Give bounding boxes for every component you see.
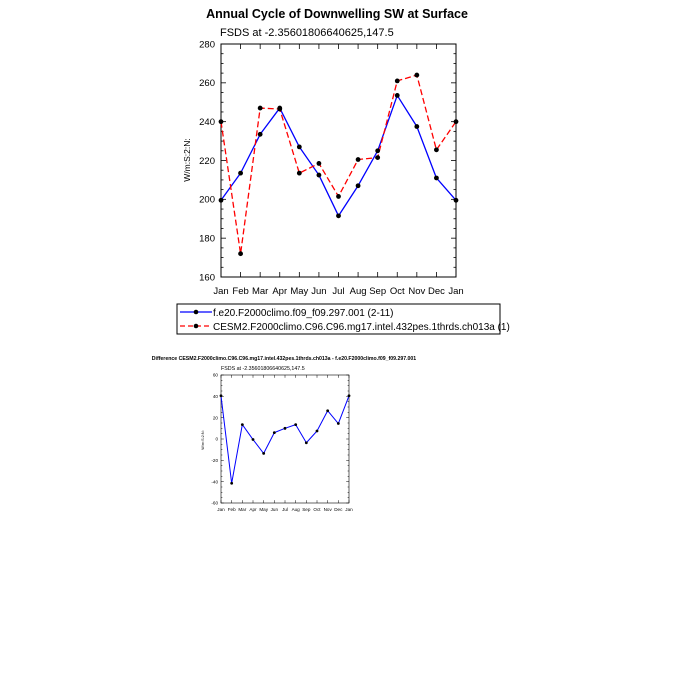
series-2-line [221, 75, 456, 254]
diff-series-1-point [273, 431, 276, 434]
series-2-point [454, 119, 459, 124]
x-tick-label: Jun [311, 286, 327, 297]
y-tick-label: 160 [199, 272, 215, 284]
x-tick-label: Mar [251, 286, 269, 297]
diff-chart-subtitle: FSDS at -2.35601806640625,147.5 [221, 366, 305, 372]
series-2-point [434, 147, 439, 152]
series-1-point [395, 93, 400, 98]
diff-series-1-point [326, 409, 329, 412]
x-tick-label: Jan [448, 286, 464, 297]
series-2-point [356, 157, 361, 162]
series-1-point [238, 171, 243, 176]
diff-x-tick-label: Nov [323, 507, 332, 512]
legend [177, 304, 510, 334]
x-tick-label: Jul [332, 286, 345, 297]
y-axis-label: W/m:S:2:N: [182, 138, 192, 182]
series-2-point [277, 107, 282, 112]
x-tick-label: Sep [369, 286, 387, 297]
plot-frame [221, 44, 456, 277]
diff-series-1-point [252, 438, 255, 441]
diff-x-tick-label: Dec [334, 507, 343, 512]
x-tick-label: Apr [272, 286, 288, 297]
x-tick-label: Jan [213, 286, 229, 297]
x-tick-label: May [290, 286, 309, 297]
series-1-point [356, 183, 361, 188]
x-tick-label: Nov [408, 286, 426, 297]
chart-title: Annual Cycle of Downwelling SW at Surface [206, 7, 468, 21]
series-1-point [219, 198, 224, 203]
chart-subtitle: FSDS at -2.35601806640625,147.5 [220, 27, 394, 39]
diff-x-tick-label: Jul [282, 507, 288, 512]
diff-x-tick-label: Apr [249, 507, 257, 512]
series-1-point [375, 148, 380, 153]
x-tick-label: Oct [389, 286, 405, 297]
diff-y-tick-label: 20 [212, 415, 218, 421]
y-tick-label: 260 [199, 78, 215, 90]
series-1-point [414, 124, 419, 129]
diff-chart-title: Difference CESM2.F2000climo.C96.C96.mg17.intel.432pes.1thrds.ch013a - f.e20.F2000climo.f09_f09.297.001 [151, 356, 417, 362]
legend-marker-series-2 [194, 324, 199, 329]
series-2-point [336, 194, 341, 199]
series-1-point [317, 173, 322, 178]
diff-x-tick-label: Mar [238, 507, 247, 512]
series-1-point [434, 176, 439, 181]
diff-y-tick-label: 40 [212, 393, 218, 399]
series-2-point [395, 78, 400, 83]
diff-plot-area [211, 373, 353, 512]
y-tick-label: 280 [199, 39, 215, 51]
series-2-point [238, 251, 243, 256]
series-2-point [219, 119, 224, 124]
series-1-point [258, 132, 263, 137]
diff-x-tick-label: Jun [270, 507, 279, 512]
y-tick-label: 220 [199, 155, 215, 167]
legend-marker-series-1 [194, 310, 199, 315]
diff-x-tick-label: Sep [302, 507, 311, 512]
x-tick-label: Feb [232, 286, 249, 297]
diff-series-1-point [305, 441, 308, 444]
series-2-point [317, 161, 322, 166]
diff-x-tick-label: Aug [291, 507, 300, 512]
diff-y-tick-label: -60 [211, 500, 218, 506]
diff-series-1-point [220, 394, 223, 397]
diff-series-1-line [221, 396, 349, 483]
legend-label-series-2: CESM2.F2000climo.C96.C96.mg17.intel.432pes.1thrds.ch013a (1) [213, 322, 510, 333]
diff-series-1-point [316, 430, 319, 433]
x-tick-label: Aug [349, 286, 367, 297]
diff-series-1-point [348, 394, 351, 397]
diff-x-tick-label: Jan [345, 507, 353, 512]
series-2-point [414, 73, 419, 78]
x-tick-label: Dec [427, 286, 445, 297]
series-1-point [454, 198, 459, 203]
diff-x-tick-label: Feb [227, 507, 236, 512]
series-1-point [297, 145, 302, 150]
diff-y-tick-label: -40 [211, 479, 218, 485]
diff-x-tick-label: Jan [217, 507, 225, 512]
y-tick-label: 200 [199, 194, 215, 206]
diff-x-tick-label: May [259, 507, 269, 512]
y-tick-label: 240 [199, 116, 215, 128]
diff-y-tick-label: 60 [212, 372, 218, 378]
diff-series-1-point [241, 423, 244, 426]
diff-x-tick-label: Oct [313, 507, 321, 512]
series-1-point [336, 213, 341, 218]
diff-y-axis-label: W/m:S:2:N: [201, 430, 205, 450]
diff-series-1-point [337, 422, 340, 425]
legend-label-series-1: f.e20.F2000climo.f09_f09.297.001 (2-11) [213, 308, 394, 319]
series-2-point [297, 171, 302, 176]
diff-y-tick-label: -20 [211, 457, 218, 463]
diff-series-1-point [262, 452, 265, 455]
diff-series-1-point [230, 482, 233, 485]
diff-series-1-point [284, 427, 287, 430]
y-tick-label: 180 [199, 233, 215, 245]
series-2-point [375, 155, 380, 160]
series-2-point [258, 106, 263, 111]
diff-series-1-point [294, 423, 297, 426]
diff-y-tick-label: 0 [215, 436, 218, 442]
main-plot-area [199, 39, 464, 297]
